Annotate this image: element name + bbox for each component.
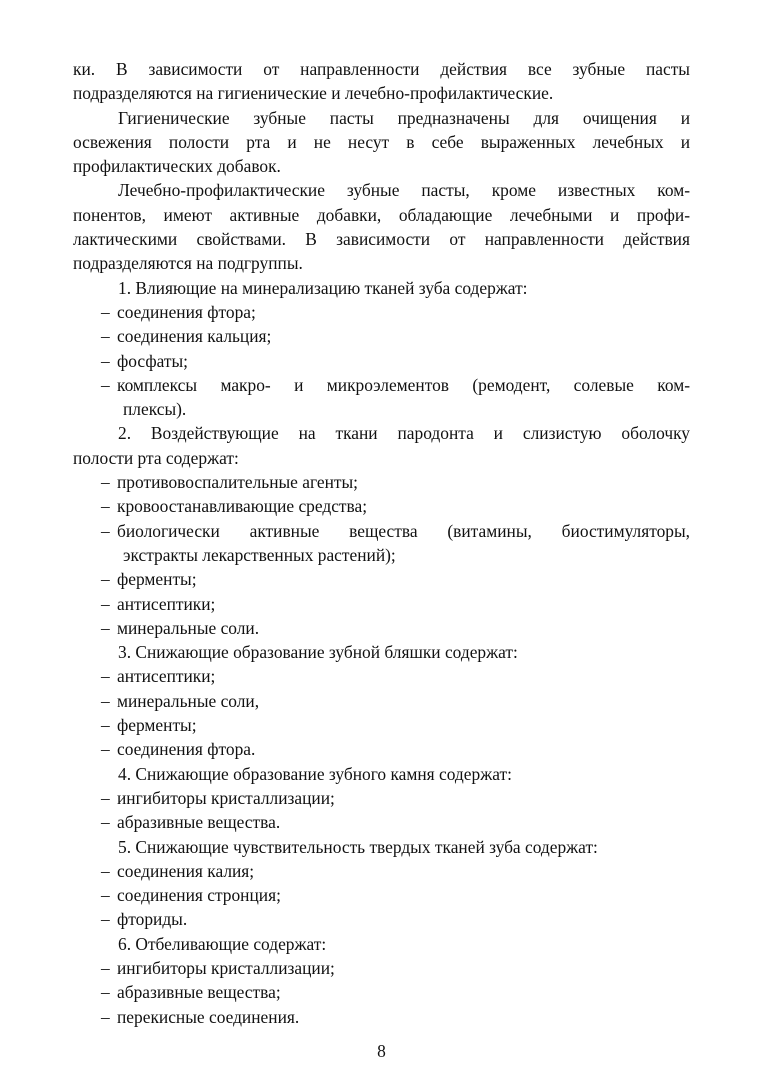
dash-marker: – bbox=[101, 787, 110, 808]
dash-marker: – bbox=[101, 715, 110, 736]
paragraph-line: ки. В зависимости от направленности действия все зубные пасты bbox=[73, 59, 690, 79]
dash-marker: – bbox=[101, 909, 110, 930]
list-item: – ферменты; bbox=[73, 567, 690, 591]
paragraph-line: Гигиенические зубные пасты предназначены для очищения и bbox=[118, 107, 690, 128]
dash-marker: – bbox=[101, 350, 110, 371]
dash-marker: – bbox=[101, 374, 110, 395]
paragraph-line: Лечебно-профилактические зубные пасты, кроме известных ком- bbox=[118, 180, 690, 201]
dash-marker: – bbox=[101, 739, 110, 760]
list-item: – минеральные соли. bbox=[73, 616, 690, 640]
dash-marker: – bbox=[101, 957, 110, 978]
list-item: – минеральные соли, bbox=[73, 689, 690, 713]
dash-marker: – bbox=[101, 690, 110, 711]
list-item: – ингибиторы кристаллизации; bbox=[73, 786, 690, 810]
dash-marker: – bbox=[101, 472, 110, 493]
dash-marker: – bbox=[101, 982, 110, 1003]
group-heading: 5. Снижающие чувствительность твердых тканей зуба содержат: bbox=[118, 836, 598, 857]
paragraph-line: лактическими свойствами. В зависимости от направленности действия bbox=[73, 229, 690, 250]
list-item: – ингибиторы кристаллизации; bbox=[73, 956, 690, 980]
dash-marker: – bbox=[101, 885, 110, 906]
group-heading: 3. Снижающие образование зубной бляшки содержат: bbox=[118, 642, 518, 663]
list-item: – комплексы макро- и микроэлементов (ремодент, солевые ком- плексы). bbox=[101, 374, 690, 420]
group-heading: 1. Влияющие на минерализацию тканей зуба содержат: bbox=[118, 277, 528, 298]
list-item: – соединения калия; bbox=[73, 859, 690, 883]
dash-marker: – bbox=[101, 812, 110, 833]
list-item: – противовоспалительные агенты; bbox=[73, 470, 690, 494]
dash-marker: – bbox=[101, 593, 110, 614]
list-item: – биологически активные вещества (витамины, биостимуляторы, экстракты лекарственных растений); bbox=[101, 520, 690, 565]
list-item: – соединения фтора. bbox=[73, 737, 690, 761]
paragraph-line: подразделяются на гигиенические и лечебно-профилактические. bbox=[73, 83, 554, 104]
paragraph-line: профилактических добавок. bbox=[73, 156, 281, 177]
list-item: – абразивные вещества. bbox=[73, 810, 690, 834]
list-item: – соединения кальция; bbox=[73, 324, 690, 348]
list-item: – фториды. bbox=[73, 907, 690, 931]
group-heading: 2. Воздействующие на ткани пародонта и слизистую оболочку bbox=[118, 423, 690, 444]
list-item: – фосфаты; bbox=[73, 349, 690, 373]
dash-marker: – bbox=[101, 496, 110, 517]
page-number: 8 bbox=[377, 1041, 386, 1061]
dash-marker: – bbox=[101, 569, 110, 590]
dash-marker: – bbox=[101, 666, 110, 687]
paragraph-line: освежения полости рта и не несут в себе выраженных лечебных и bbox=[73, 131, 690, 152]
list-item: – соединения фтора; bbox=[73, 300, 690, 324]
group-heading: 6. Отбеливающие содержат: bbox=[118, 933, 327, 954]
dash-marker: – bbox=[101, 326, 110, 347]
list-item: – соединения стронция; bbox=[73, 883, 690, 907]
group-heading: 4. Снижающие образование зубного камня содержат: bbox=[118, 763, 512, 784]
dash-marker: – bbox=[101, 301, 110, 322]
page-body bbox=[73, 57, 690, 1029]
list-item: – антисептики; bbox=[73, 592, 690, 616]
list-item: – антисептики; bbox=[73, 664, 690, 688]
paragraph-line: подразделяются на подгруппы. bbox=[73, 253, 303, 274]
paragraph-line: понентов, имеют активные добавки, обладающие лечебными и профи- bbox=[73, 204, 690, 225]
group-heading-continuation: полости рта содержат: bbox=[73, 447, 239, 468]
dash-marker: – bbox=[101, 617, 110, 638]
list-item: – абразивные вещества; bbox=[73, 980, 690, 1004]
list-item: – ферменты; bbox=[73, 713, 690, 737]
dash-marker: – bbox=[101, 860, 110, 881]
list-item: – перекисные соединения. bbox=[73, 1005, 690, 1029]
list-item: – кровоостанавливающие средства; bbox=[73, 494, 690, 518]
dash-marker: – bbox=[101, 520, 110, 541]
dash-marker: – bbox=[101, 1006, 110, 1027]
